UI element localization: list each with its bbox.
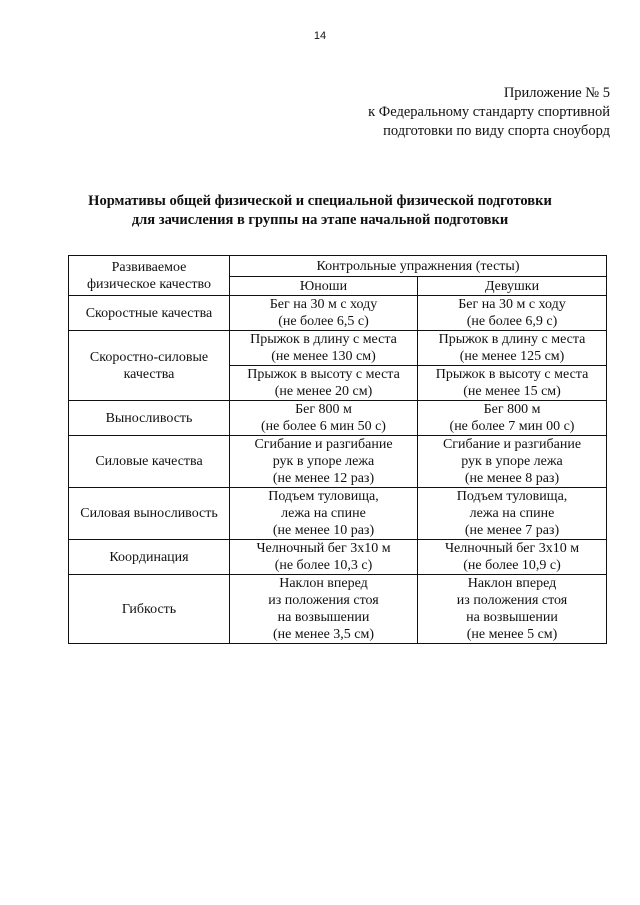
cell-text: Бег на 30 м с ходу <box>458 297 566 312</box>
cell-text: (не менее 5 см) <box>466 627 558 642</box>
quality-cell <box>69 540 230 575</box>
cell-text: Сгибание и разгибание <box>442 437 582 452</box>
table-row <box>69 331 607 366</box>
cell-text: (не менее 10 раз) <box>272 523 375 538</box>
girls-norm-cell <box>418 296 607 331</box>
norms-table-body <box>69 256 607 644</box>
boys-norm-cell <box>230 401 418 436</box>
cell-text: (не менее 3,5 см) <box>272 627 375 642</box>
quality-cell <box>69 331 230 401</box>
table-row <box>69 488 607 540</box>
cell-text: Развиваемое <box>111 259 187 275</box>
girls-norm-cell <box>418 540 607 575</box>
cell-text: Бег 800 м <box>483 402 541 417</box>
header-tests: Контрольные упражнения (тесты) <box>230 256 607 277</box>
cell-text: (не менее 130 см) <box>271 349 376 364</box>
table-row <box>69 540 607 575</box>
quality-cell <box>69 296 230 331</box>
appendix-line: к Федеральному стандарту спортивной <box>368 104 610 120</box>
cell-text: на возвышении <box>466 610 558 625</box>
boys-norm-cell <box>230 575 418 644</box>
cell-text: на возвышении <box>277 610 370 625</box>
cell-text: (не менее 15 см) <box>463 384 561 399</box>
cell-text: Бег 800 м <box>295 402 352 417</box>
boys-norm-cell <box>230 296 418 331</box>
cell-text: (не более 6,5 с) <box>278 314 369 329</box>
cell-text: из положения стоя <box>456 593 568 608</box>
cell-text: Координация <box>109 549 189 565</box>
quality-cell <box>69 436 230 488</box>
cell-text: Гибкость <box>121 601 177 617</box>
table-row <box>69 436 607 488</box>
cell-text: Скоростные качества <box>85 305 213 321</box>
cell-text: качества <box>123 366 175 382</box>
cell-text: Подъем туловища, <box>268 489 379 504</box>
cell-text: Силовая выносливость <box>80 506 218 521</box>
boys-norm-cell <box>230 488 418 540</box>
document-title <box>0 192 640 230</box>
cell-text: (не более 6 мин 50 с) <box>261 419 386 434</box>
cell-text: Наклон вперед <box>279 576 368 591</box>
cell-text: (не менее 125 см) <box>459 349 565 364</box>
cell-text: Наклон вперед <box>467 576 557 591</box>
header-girls: Девушки <box>418 277 607 296</box>
cell-text: (не более 10,3 с) <box>274 558 373 573</box>
cell-text: рук в упоре лежа <box>461 454 563 469</box>
cell-text: физическое качество <box>86 276 212 292</box>
cell-text: (не более 10,9 с) <box>463 558 561 573</box>
cell-text: (не более 6,9 с) <box>466 314 558 329</box>
boys-norm-cell <box>230 366 418 401</box>
boys-norm-cell <box>230 540 418 575</box>
cell-text: (не менее 8 раз) <box>464 471 560 486</box>
cell-text: Прыжок в длину с места <box>250 332 397 347</box>
appendix-note <box>368 84 610 141</box>
cell-text: лежа на спине <box>281 506 366 521</box>
girls-norm-cell <box>418 401 607 436</box>
cell-text: (не менее 12 раз) <box>272 471 375 486</box>
cell-text: (не менее 7 раз) <box>464 523 560 538</box>
page-number: 14 <box>313 30 327 42</box>
cell-text: Сгибание и разгибание <box>254 437 393 452</box>
girls-norm-cell <box>418 331 607 366</box>
cell-text: (не более 7 мин 00 с) <box>449 419 575 434</box>
cell-text: Скоростно-силовые <box>89 349 209 365</box>
cell-text: Челночный бег 3х10 м <box>444 541 580 556</box>
girls-norm-cell <box>418 366 607 401</box>
cell-text: Прыжок в высоту с места <box>247 367 400 382</box>
header-boys: Юноши <box>230 277 418 296</box>
cell-text: (не менее 20 см) <box>274 384 373 399</box>
girls-norm-cell <box>418 575 607 644</box>
header-row <box>69 256 607 277</box>
cell-text: Выносливость <box>105 410 193 426</box>
title-line: для зачисления в группы на этапе начальной подготовки <box>131 212 509 228</box>
norms-table <box>68 255 607 644</box>
quality-cell <box>69 575 230 644</box>
cell-text: из положения стоя <box>268 593 379 608</box>
cell-text: рук в упоре лежа <box>272 454 375 469</box>
quality-cell <box>69 488 230 540</box>
cell-text: Челночный бег 3х10 м <box>256 541 391 556</box>
boys-norm-cell <box>230 331 418 366</box>
appendix-line: подготовки по виду спорта сноуборд <box>383 123 610 139</box>
header-quality <box>69 256 230 296</box>
cell-text: Подъем туловища, <box>456 489 568 504</box>
girls-norm-cell <box>418 488 607 540</box>
girls-norm-cell <box>418 436 607 488</box>
cell-text: Бег на 30 м с ходу <box>269 297 378 312</box>
quality-cell <box>69 401 230 436</box>
table-row <box>69 296 607 331</box>
cell-text: Прыжок в длину с места <box>438 332 586 347</box>
cell-text: лежа на спине <box>469 506 555 521</box>
cell-text: Прыжок в высоту с места <box>435 367 589 382</box>
cell-text: Силовые качества <box>95 454 203 469</box>
table-row <box>69 401 607 436</box>
title-line: Нормативы общей физической и специальной физической подготовки <box>88 193 552 209</box>
appendix-line: Приложение № 5 <box>503 85 610 101</box>
boys-norm-cell <box>230 436 418 488</box>
table-row <box>69 575 607 644</box>
